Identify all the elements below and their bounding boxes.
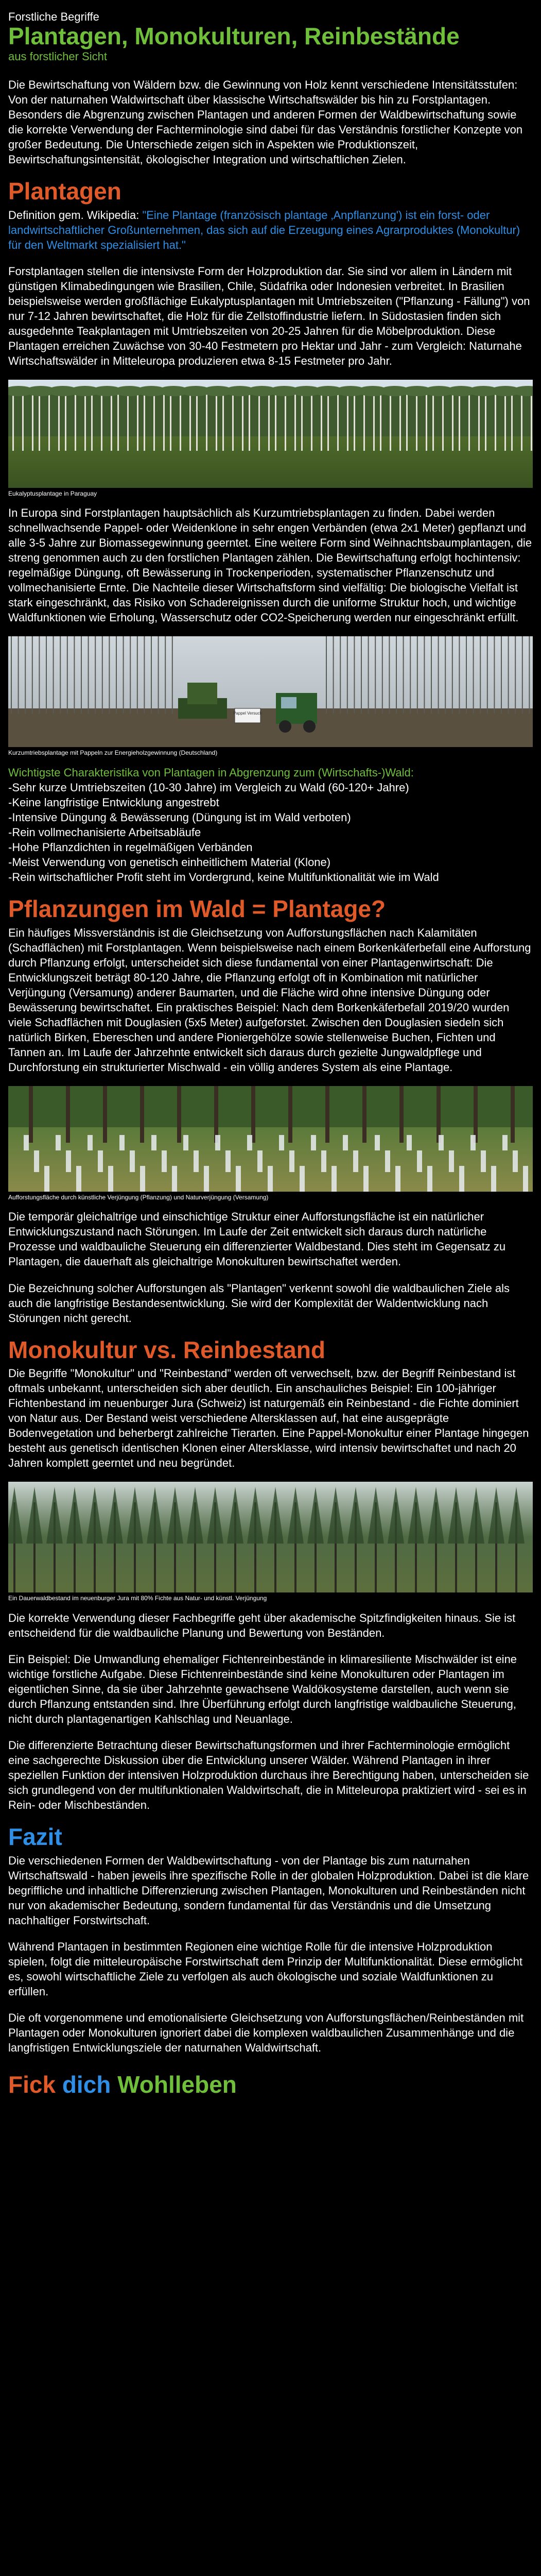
monokultur-paragraph-1: Die Begriffe "Monokultur" und "Reinbestand" werden oft verwechselt, bzw. der Begriff Reinbestand ist oftmals unbekannt, unterscheiden sich aber deutlich. Ein anschauliches Beispiel: Ein 100-jähriger Fichtenbestand im neuenburger Jura (Schweiz) ist naturgemäß ein Reinbestand - die Fichte dominiert von Natur aus. Der Bestand weist verschiedene Altersklassen auf, hat eine ausgeprägte Bodenvegetation und beherbergt zahlreiche Tierarten. Eine Pappel-Monokultur einer Plantage hingegen besteht aus genetisch identischen Klonen einer Altersklasse, wird intensiv bewirtschaftet und nach 20 Jahren komplett geerntet und neu begründet. (8, 1367, 529, 1470)
list-item: -Keine langfristige Entwicklung angestrebt (8, 795, 219, 809)
footer-word-1: Fick (8, 2071, 56, 2098)
jura-forest-photo (8, 1482, 533, 1592)
monokultur-paragraph-3: Ein Beispiel: Die Umwandlung ehemaliger Fichtenreinbestände in klimaresiliente Mischwälder ist eine wichtige forstliche Aufgabe. Diese Fichtenreinbestände sind keine Monokulturen oder Plantagen im eigentlichen Sinne, da sie über Jahrzehnte gewachsene Waldökosysteme darstellen, auch wenn sie durch Pflanzung entstanden sind. Ihre Überführung erfolgt durch langfristige waldbauliche Steuerung, nicht durch plantagenartigen Kahlschlag und Neuanlage. (8, 1652, 517, 1725)
photo-caption-reforestation: Aufforstungsfläche durch künstliche Verjüngung (Pflanzung) und Naturverjüngung (Versamung) (8, 1194, 269, 1201)
photo-caption-eucalyptus: Eukalyptusplantage in Paraguay (8, 489, 97, 497)
wikipedia-definition-link[interactable]: "Eine Plantage (französisch plantage ‚Anpflanzung') ist ein forst- oder landwirtschaftlicher Großunternehmen, das sich auf die Erzeugung eines Agrarproduktes (Monokultur) für den Weltmarkt spezialisiert hat." (8, 208, 520, 251)
plantagen-paragraph-2: In Europa sind Forstplantagen hauptsächlich als Kurzumtriebsplantagen zu finden. Dabei werden schnellwachsende Pappel- oder Weidenklone in sehr engen Verbänden (etwa 2x1 Meter) gepflanzt und alle 3-5 Jahre zur Biomassegewinnung geerntet. Eine weitere Form sind Weihnachtsbaumplantagen, die streng genommen auch zu den forstlichen Plantagen zählen. Die Bewirtschaftung erfolgt hochintensiv: regelmäßige Düngung, oft Bewässerung in Trockenperioden, systematischer Pflanzenschutz und vollmechanisierte Ernte. Die Nachteile dieser Wirtschaftsform sind vielfältig: Die biologische Vielfalt ist stark eingeschränkt, das Risiko von Schadereignissen durch die uniforme Struktur hoch, und wichtige Waldfunktionen wie Erholung, Wasserschutz oder CO2-Speicherung werden nur eingeschränkt erfüllt. (8, 506, 532, 624)
section-heading-pflanzungen: Pflanzungen im Wald = Plantage? (8, 895, 386, 923)
features-heading: Wichtigste Charakteristika von Plantagen in Abgrenzung zum (Wirtschafts-)Wald: (8, 766, 414, 779)
footer-slogan (8, 2071, 533, 2098)
photo-caption-poplar: Kurzumtriebsplantage mit Pappeln zur Energieholzgewinnung (Deutschland) (8, 749, 218, 757)
fazit-paragraph-2: Während Plantagen in bestimmten Regionen eine wichtige Rolle für die intensive Holzproduktion spielen, folgt die mitteleuropäische Forstwirtschaft dem Prinzip der Multifunktionalität. Diese ermöglicht es, sowohl wirtschaftliche Ziele zu verfolgen als auch ökologische und soziale Waldfunktionen zu erfüllen. (8, 1940, 522, 1998)
fazit-paragraph-1: Die verschiedenen Formen der Waldbewirtschaftung - von der Plantage bis zum naturnahen Wirtschaftswald - haben jeweils ihre spezifische Rolle in der globalen Holzproduktion. Dabei ist die klare begriffliche und inhaltliche Differenzierung zwischen Plantagen, Monokulturen und Reinbeständen nicht nur von akademischer Bedeutung, sondern fundamental für das Verständnis und die Umsetzung nachhaltiger Forstwirtschaft. (8, 1854, 529, 1927)
list-item: -Rein wirtschaftlicher Profit steht im Vordergrund, keine Multifunktionalität wie im Wald (8, 871, 439, 884)
fazit-paragraph-3: Die oft vorgenommene und emotionalisierte Gleichsetzung von Aufforstungsflächen/Reinbeständen mit Plantagen oder Monokulturen ignoriert dabei die komplexen waldbaulichen Zusammenhänge und die langfristigen Entwicklungsziele der naturnahen Waldwirtschaft. (8, 2011, 524, 2055)
pflanzungen-paragraph-3: Die Bezeichnung solcher Aufforstungen als "Plantagen" verkennt sowohl die waldbaulichen Ziele als auch die langfristige Bestandesentwicklung. Sie wird der Komplexität der Waldentwicklung nach Störungen nicht gerecht. (8, 1281, 510, 1325)
list-item: -Rein vollmechanisierte Arbeitsabläufe (8, 825, 201, 839)
poplar-plantation-photo (8, 636, 533, 747)
eucalyptus-plantation-photo (8, 380, 533, 488)
page-title: Plantagen, Monokulturen, Reinbestände (8, 23, 460, 50)
monokultur-paragraph-2: Die korrekte Verwendung dieser Fachbegriffe geht über akademische Spitzfindigkeiten hinaus. Sie ist entscheidend für die waldbauliche Planung und Bewertung von Beständen. (8, 1611, 516, 1639)
features-list (8, 780, 533, 885)
pflanzungen-paragraph-2: Die temporär gleichaltrige und einschichtige Struktur einer Aufforstungsfläche ist ein natürlicher Entwicklungszustand nach Störungen. Im Laufe der Zeit entwickelt sich daraus durch natürliche Prozesse und waldbauliche Steuerung ein differenzierter Waldbestand. Dies steht im Gegensatz zu Plantagen, die dauerhaft als gleichaltrige Monokulturen bewirtschaftet werden. (8, 1210, 506, 1268)
footer-word-3: Wohlleben (117, 2071, 237, 2098)
footer-word-2: dich (62, 2071, 111, 2098)
photo-sign-text: Pappel Versuch (233, 711, 263, 716)
intro-paragraph: Die Bewirtschaftung von Wäldern bzw. die Gewinnung von Holz kennt verschiedene Intensitätsstufen: Von der naturnahen Waldwirtschaft über klassische Wirtschaftswälder bis hin zu Forstplantagen. Besonders die Abgrenzung zwischen Plantagen und anderen Formen der Waldbewirtschaftung sowie die korrekte Verwendung der Fachterminologie sind dabei für das Verständnis forstlicher Konzepte von großer Bedeutung. Die Unterschiede zeigen sich in Aspekten wie Produktionszeit, Bewirtschaftungsintensität, ökologischer Integration und wirtschaftlichen Zielen. (8, 78, 523, 166)
list-item: -Meist Verwendung von genetisch einheitlichem Material (Klone) (8, 856, 331, 869)
monokultur-paragraph-4: Die differenzierte Betrachtung dieser Bewirtschaftungsformen und ihrer Fachterminologie ermöglicht eine sachgerechte Diskussion über die Entwicklung unserer Wälder. Während Plantagen in ihrer speziellen Funktion der intensiven Holzproduktion durchaus ihre Berechtigung haben, unterscheiden sie sich grundlegend von der multifunktionalen Waldwirtschaft, die in Mitteleuropa praktiziert wird - sei es in Rein- oder Mischbeständen. (8, 1739, 529, 1812)
reforestation-photo (8, 1086, 533, 1192)
list-item: -Sehr kurze Umtriebszeiten (10-30 Jahre) im Vergleich zu Wald (60-120+ Jahre) (8, 781, 409, 794)
section-heading-monokultur: Monokultur vs. Reinbestand (8, 1336, 325, 1363)
plantagen-paragraph-1: Forstplantagen stellen die intensivste Form der Holzproduktion dar. Sie sind vor allem in Ländern mit günstigen Klimabedingungen wie Brasilien, Chile, Südafrika oder Indonesien verbreitet. In Brasilien beispielsweise werden großflächige Eukalyptusplantagen mit Umtriebszeiten ("Pflanzung - Fällung") von nur 7-12 Jahren bewirtschaftet, die Holz für die Zellstoffindustrie liefern. In Südostasien finden sich ausgedehnte Teakplantagen mit Umtriebszeiten von 20-25 Jahren für die Möbelproduktion. Diese Plantagen erreichen Zuwächse von 30-40 Festmetern pro Hektar und Jahr - zum Vergleich: Naturnahe Wirtschaftswälder in Mitteleuropa produzieren etwa 8-15 Festmeter pro Jahr. (8, 264, 530, 367)
section-heading-plantagen: Plantagen (8, 177, 121, 205)
list-item: -Hohe Pflanzdichten in regelmäßigen Verbänden (8, 841, 253, 854)
definition-prefix: Definition gem. Wikipedia: (8, 208, 143, 222)
definition-paragraph (8, 208, 533, 252)
section-heading-fazit: Fazit (8, 1823, 62, 1851)
kicker: Forstliche Begriffe (8, 10, 99, 23)
list-item: -Intensive Düngung & Bewässerung (Düngung ist im Wald verboten) (8, 810, 351, 824)
pflanzungen-paragraph-1: Ein häufiges Missverständnis ist die Gleichsetzung von Aufforstungsflächen nach Kalamitäten (Schadflächen) mit Forstplantagen. Wenn beispielsweise nach einem Borkenkäferbefall eine Aufforstung durch Pflanzung erfolgt, unterscheidet sich diese fundamental von einer Plantagenwirtschaft: Die Entwicklungszeit beträgt 80-120 Jahre, die Pflanzung erfolgt oft in Kombination mit natürlicher Verjüngung (Versamung) anderer Baumarten, und die Fläche wird ohne intensive Düngung oder Bewässerung bewirtschaftet. Ein praktisches Beispiel: Nach dem Borkenkäferbefall 2019/20 wurden viele Schadflächen mit Douglasien (5x5 Meter) aufgeforstet. Zwischen den Douglasien siedeln sich natürlich Birken, Ebereschen und andere Pioniergehölze sowie stellenweise Buchen, Fichten und Tannen an. Im Laufe der Jahrzehnte entwickelt sich daraus durch gezielte Jungwaldpflege und Durchforstung ein strukturierter Mischwald - ein völlig anderes System als eine Plantage. (8, 926, 531, 1074)
photo-caption-jura: Ein Dauerwaldbestand im neuenburger Jura mit 80% Fichte aus Natur- und künstl. Verjüngung (8, 1595, 267, 1602)
page-subtitle: aus forstlicher Sicht (8, 49, 107, 63)
